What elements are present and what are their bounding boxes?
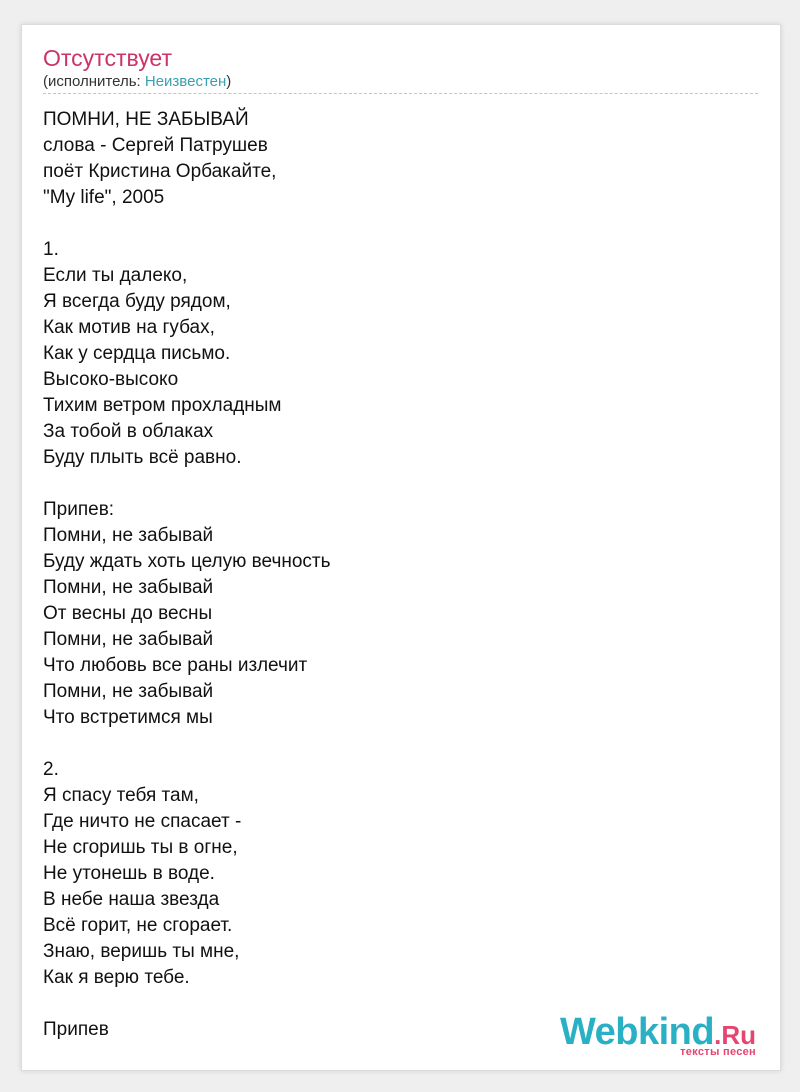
- site-logo[interactable]: [560, 1013, 756, 1058]
- brand-tagline: тексты песен: [680, 1046, 756, 1058]
- artist-prefix: (исполнитель:: [43, 73, 145, 90]
- header-divider: [43, 93, 758, 94]
- song-title: Отсутствует: [43, 45, 172, 71]
- artist-line: [43, 73, 231, 91]
- artist-suffix: ): [226, 73, 232, 90]
- brand-tld: .Ru: [714, 1020, 756, 1050]
- brand-name: Webkind: [559, 1011, 715, 1053]
- lyrics-text: ПОМНИ, НЕ ЗАБЫВАЙ слова - Сергей Патрушев поёт Кристина Орбакайте, "My life", 2005 1. Если ты далеко, Я всегда буду рядом, Как мотив на губах, Как у сердца письмо. Высоко-высоко Тихим ветром прохладным За тобой в облаках Буду плыть всё равно. Припев: Помни, не забывай Буду ждать хоть целую вечность Помни, не забывай От весны до весны Помни, не забывай Что любовь все раны излечит Помни, не забывай Что встретимся мы 2. Я спасу тебя там, Где ничто не спасает - Не сгоришь ты в огне, Не утонешь в воде. В небе наша звезда Всё горит, не сгорает. Знаю, веришь ты мне, Как я верю тебе. Припев: [43, 109, 331, 1040]
- lyrics-card: [21, 24, 781, 1071]
- artist-link[interactable]: Неизвестен: [144, 73, 227, 90]
